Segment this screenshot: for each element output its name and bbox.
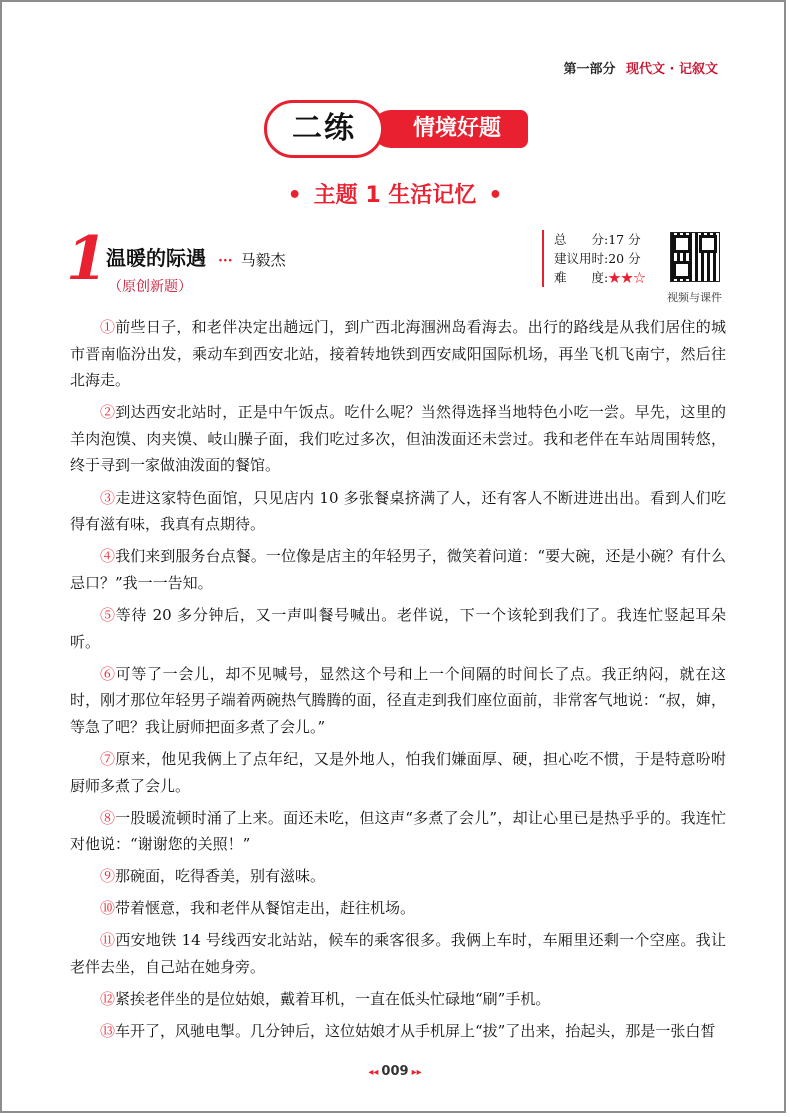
paragraph bbox=[70, 543, 726, 596]
page-header bbox=[563, 58, 718, 77]
paragraph bbox=[70, 895, 726, 922]
difficulty-stars: ★★☆ bbox=[608, 270, 646, 285]
paragraph-marker: ② bbox=[100, 403, 116, 422]
paragraph-marker: ⑬ bbox=[100, 1022, 116, 1041]
paragraph-text: 紧挨老伴坐的是位姑娘，戴着耳机，一直在低头忙碌地“刷”手机。 bbox=[115, 990, 551, 1009]
paragraph-text: 那碗面，吃得香美，别有滋味。 bbox=[115, 867, 326, 886]
header-part: 第一部分 bbox=[563, 62, 616, 77]
paragraph-marker: ⑦ bbox=[100, 749, 116, 768]
paragraph-marker: ⑨ bbox=[100, 867, 116, 886]
section-banner bbox=[264, 100, 544, 160]
article-author: 马毅杰 bbox=[240, 251, 286, 269]
paragraph bbox=[70, 314, 726, 394]
banner-pill: 情境好题 bbox=[372, 110, 528, 148]
article-title: 温暖的际遇 bbox=[106, 246, 206, 270]
paragraph bbox=[70, 986, 726, 1013]
paragraph bbox=[70, 399, 726, 479]
info-time: 建议用时:20 分 bbox=[554, 251, 641, 266]
paragraph-text: 带着惬意，我和老伴从餐馆走出，赶往机场。 bbox=[115, 899, 416, 918]
article-source: （原创新题） bbox=[108, 279, 192, 295]
paragraph bbox=[70, 661, 726, 741]
paragraph bbox=[70, 1018, 726, 1045]
paragraph bbox=[70, 863, 726, 890]
topic-text: 主题 1 生活记忆 bbox=[313, 183, 477, 208]
paragraph-marker: ① bbox=[100, 318, 116, 336]
paragraph-text: 一股暖流顿时涌了上来。面还未吃，但这声“多煮了会儿”，却让心里已是热乎乎的。我连忙对他说：“谢谢您的关照！” bbox=[70, 808, 726, 854]
paragraph-marker: ⑩ bbox=[100, 899, 116, 918]
paragraph bbox=[70, 602, 726, 655]
paragraph bbox=[70, 746, 726, 799]
paragraph-text: 西安地铁 14 号线西安北站站，候车的乘客很多。我俩上车时，车厢里还剩一个空座。我让老伴去坐，自己站在她身旁。 bbox=[70, 931, 726, 977]
paragraph-text: 等待 20 多分钟后，又一声叫餐号喊出。老伴说，下一个该轮到我们了。我连忙竖起耳朵听。 bbox=[70, 605, 726, 651]
paragraph-text: 到达西安北站时，正是中午饭点。吃什么呢？当然得选择当地特色小吃一尝。早先，这里的羊肉泡馍、肉夹馍、岐山臊子面，我们吃过多次，但油泼面还未尝过。我和老伴在车站周围转悠，终于寻到一家做油泼面的餐馆。 bbox=[70, 403, 726, 475]
paragraph bbox=[70, 927, 726, 980]
article-number: 1 bbox=[66, 224, 108, 294]
difficulty-label: 难 度: bbox=[554, 270, 609, 285]
paragraph-marker: ⑪ bbox=[100, 931, 116, 950]
info-total: 总 分:17 分 bbox=[554, 232, 641, 247]
info-difficulty bbox=[554, 268, 674, 287]
topic-dot-left: • bbox=[287, 183, 302, 208]
info-box bbox=[542, 230, 674, 287]
paragraph-text: 可等了一会儿，却不见喊号，显然这个号和上一个间隔的时间长了点。我正纳闷，就在这时，刚才那位年轻男子端着两碗热气腾腾的面，径直走到我们座位面前，非常客气地说：“叔，婶，等急了吧？我让厨师把面多煮了会儿。” bbox=[70, 664, 726, 736]
paragraph bbox=[70, 805, 726, 858]
paragraph-text: 车开了，风驰电掣。几分钟后，这位姑娘才从手机屏上“拔”了出来，抬起头，那是一张白皙 bbox=[115, 1022, 716, 1041]
paragraph-text: 走进这家特色面馆，只见店内 10 多张餐桌挤满了人，还有客人不断进进出出。看到人们吃得有滋有味，我真有点期待。 bbox=[70, 488, 726, 534]
article-body bbox=[70, 314, 726, 1050]
paragraph-marker: ⑤ bbox=[100, 605, 116, 624]
paragraph-marker: ⑧ bbox=[100, 808, 116, 827]
paragraph-marker: ④ bbox=[100, 547, 116, 566]
topic-heading bbox=[2, 178, 788, 209]
paragraph-text: 原来，他见我俩上了点年纪，又是外地人，怕我们嫌面厚、硬，担心吃不惯，于是特意吩咐厨师多煮了会儿。 bbox=[70, 749, 726, 795]
qr-label: 视频与课件 bbox=[667, 291, 722, 304]
paragraph bbox=[70, 485, 726, 538]
topic-dot-right: • bbox=[488, 183, 503, 208]
header-category: 现代文 · 记叙文 bbox=[626, 62, 718, 77]
qr-code-icon[interactable] bbox=[670, 232, 720, 282]
page-number: 009 bbox=[381, 1064, 409, 1079]
footer-left-arrow: ◂◂ bbox=[368, 1067, 379, 1078]
paragraph-marker: ⑫ bbox=[100, 990, 116, 1009]
paragraph-text: 我们来到服务台点餐。一位像是店主的年轻男子，微笑着问道：“要大碗，还是小碗？有什么忌口？”我一一告知。 bbox=[70, 547, 726, 592]
paragraph-marker: ⑥ bbox=[100, 664, 116, 683]
banner-badge: 二练 bbox=[264, 100, 384, 158]
article-title-line bbox=[106, 242, 286, 271]
page-footer bbox=[2, 1064, 788, 1079]
title-dots: ··· bbox=[218, 253, 233, 269]
footer-right-arrow: ▸▸ bbox=[411, 1067, 422, 1078]
paragraph-text: 前些日子，和老伴决定出趟远门，到广西北海涠洲岛看海去。出行的路线是从我们居住的城市晋南临汾出发，乘动车到西安北站，接着转地铁到西安咸阳国际机场，再坐飞机飞南宁，然后往北海走。 bbox=[70, 318, 726, 390]
paragraph-marker: ③ bbox=[100, 488, 116, 507]
